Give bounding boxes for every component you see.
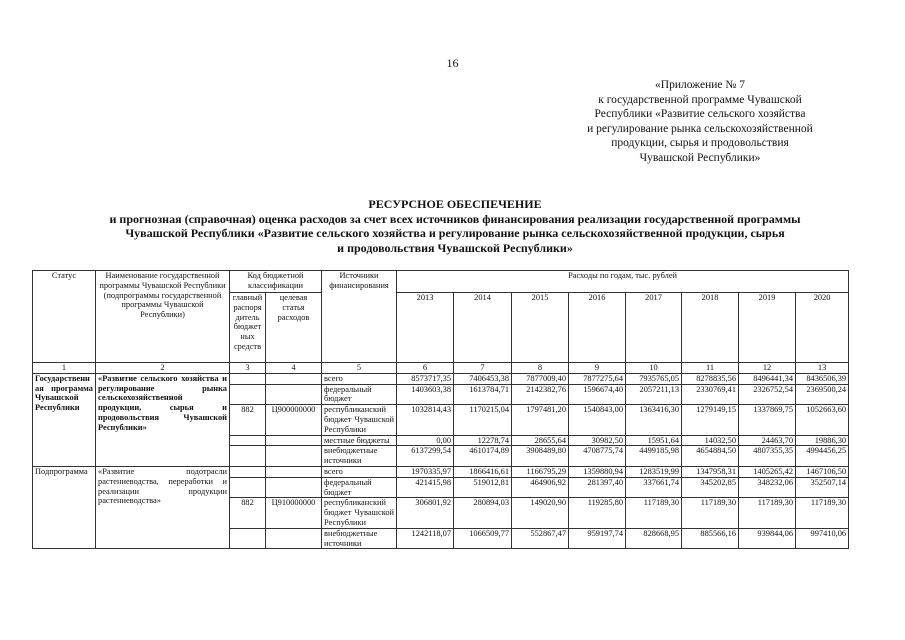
value-cell: 4610174,89 bbox=[454, 446, 512, 467]
value-cell: 4708775,74 bbox=[569, 446, 626, 467]
value-cell: 7935765,05 bbox=[626, 373, 682, 384]
value-cell: 1170215,04 bbox=[454, 405, 512, 435]
target-code-cell: Ц910000000 bbox=[266, 498, 322, 528]
target-code-cell bbox=[266, 373, 322, 384]
value-cell: 828668,95 bbox=[626, 528, 682, 549]
value-cell: 421415,98 bbox=[397, 477, 454, 498]
source-cell: внебюджетные источники bbox=[322, 446, 397, 467]
value-cell: 117189,30 bbox=[682, 498, 739, 528]
value-cell: 24463,70 bbox=[739, 435, 796, 446]
value-cell: 14032,50 bbox=[682, 435, 739, 446]
value-cell: 281397,40 bbox=[569, 477, 626, 498]
table-row bbox=[33, 373, 849, 384]
chief-code-cell: 882 bbox=[230, 498, 266, 528]
column-number: 6 bbox=[397, 363, 454, 374]
header-year-2020: 2020 bbox=[796, 293, 849, 363]
value-cell: 280894,03 bbox=[454, 498, 512, 528]
column-number: 5 bbox=[322, 363, 397, 374]
target-code-cell: Ц900000000 bbox=[266, 405, 322, 435]
header-year-2014: 2014 bbox=[454, 293, 512, 363]
value-cell: 997410,06 bbox=[796, 528, 849, 549]
value-cell: 1347958,31 bbox=[682, 466, 739, 477]
value-cell: 1363416,30 bbox=[626, 405, 682, 435]
target-code-cell bbox=[266, 446, 322, 467]
chief-code-cell bbox=[230, 384, 266, 405]
value-cell: 7877275,64 bbox=[569, 373, 626, 384]
column-number: 11 bbox=[682, 363, 739, 374]
column-number: 1 bbox=[33, 363, 96, 374]
value-cell: 885566,16 bbox=[682, 528, 739, 549]
title-line: Чувашской Республики «Развитие сельского хозяйства и регулирование рынка сельскохозяйственной продукции, сырья bbox=[125, 226, 785, 240]
column-number: 2 bbox=[96, 363, 230, 374]
value-cell: 2057211,13 bbox=[626, 384, 682, 405]
column-number: 13 bbox=[796, 363, 849, 374]
source-cell: республиканский бюджет Чувашской Республики bbox=[322, 405, 397, 435]
header-year-2018: 2018 bbox=[682, 293, 739, 363]
title-line: и прогнозная (справочная) оценка расходов за счет всех источников финансирования реализации государственной программы bbox=[109, 211, 801, 226]
appendix-line: продукции, сырья и продовольствия bbox=[611, 137, 789, 150]
value-cell: 1540843,00 bbox=[569, 405, 626, 435]
chief-code-cell bbox=[230, 466, 266, 477]
value-cell: 4654884,50 bbox=[682, 446, 739, 467]
value-cell: 2330769,41 bbox=[682, 384, 739, 405]
value-cell: 2369500,24 bbox=[796, 384, 849, 405]
value-cell: 149020,90 bbox=[512, 498, 569, 528]
chief-code-cell bbox=[230, 528, 266, 549]
target-code-cell bbox=[266, 477, 322, 498]
header-year-2017: 2017 bbox=[626, 293, 682, 363]
chief-code-cell bbox=[230, 435, 266, 446]
value-cell: 1032814,43 bbox=[397, 405, 454, 435]
source-cell: внебюджетные источники bbox=[322, 528, 397, 549]
source-cell: республиканский бюджет Чувашской Республики bbox=[322, 498, 397, 528]
column-number: 8 bbox=[512, 363, 569, 374]
page-number: 16 bbox=[446, 56, 459, 70]
value-cell: 337661,74 bbox=[626, 477, 682, 498]
value-cell: 2326752,54 bbox=[739, 384, 796, 405]
header-chief: главный распорядитель бюджетных средств bbox=[230, 293, 266, 363]
value-cell: 4807355,35 bbox=[739, 446, 796, 467]
source-cell: местные бюджеты bbox=[322, 435, 397, 446]
value-cell: 3908489,80 bbox=[512, 446, 569, 467]
value-cell: 1166795,29 bbox=[512, 466, 569, 477]
value-cell: 1797481,20 bbox=[512, 405, 569, 435]
value-cell: 352507,14 bbox=[796, 477, 849, 498]
header-status: Статус bbox=[33, 271, 96, 363]
header-year-2013: 2013 bbox=[397, 293, 454, 363]
value-cell: 15951,64 bbox=[626, 435, 682, 446]
value-cell: 345202,85 bbox=[682, 477, 739, 498]
value-cell: 19886,30 bbox=[796, 435, 849, 446]
status-cell: Государственная программа Чувашской Республики bbox=[33, 373, 96, 466]
title-line: РЕСУРСНОЕ ОБЕСПЕЧЕНИЕ bbox=[368, 197, 542, 211]
value-cell: 8496441,34 bbox=[739, 373, 796, 384]
value-cell: 1613784,71 bbox=[454, 384, 512, 405]
status-cell: Подпрограмма bbox=[33, 466, 96, 548]
target-code-cell bbox=[266, 435, 322, 446]
value-cell: 117189,30 bbox=[739, 498, 796, 528]
value-cell: 1066509,77 bbox=[454, 528, 512, 549]
value-cell: 30982,50 bbox=[569, 435, 626, 446]
appendix-line: к государственной программе Чувашской bbox=[598, 93, 802, 106]
target-code-cell bbox=[266, 466, 322, 477]
source-cell: всего bbox=[322, 373, 397, 384]
value-cell: 1279149,15 bbox=[682, 405, 739, 435]
header-name: Наименование государственной программы Чувашской Республики (подпрограммы государственной программы Чувашской Республики) bbox=[96, 271, 230, 363]
value-cell: 1403603,38 bbox=[397, 384, 454, 405]
value-cell: 7877009,40 bbox=[512, 373, 569, 384]
value-cell: 12278,74 bbox=[454, 435, 512, 446]
document-title bbox=[60, 197, 850, 255]
column-number: 4 bbox=[266, 363, 322, 374]
column-number: 7 bbox=[454, 363, 512, 374]
value-cell: 1866416,61 bbox=[454, 466, 512, 477]
header-target: целевая статья расходов bbox=[266, 293, 322, 363]
value-cell: 552867,47 bbox=[512, 528, 569, 549]
value-cell: 1596674,40 bbox=[569, 384, 626, 405]
appendix-line: «Приложение № 7 bbox=[655, 79, 745, 91]
header-year-2016: 2016 bbox=[569, 293, 626, 363]
value-cell: 1467106,50 bbox=[796, 466, 849, 477]
value-cell: 959197,74 bbox=[569, 528, 626, 549]
chief-code-cell: 882 bbox=[230, 405, 266, 435]
source-cell: федеральный бюджет bbox=[322, 384, 397, 405]
header-code: Код бюджетной классификации bbox=[230, 271, 322, 293]
chief-code-cell bbox=[230, 477, 266, 498]
value-cell: 1052663,60 bbox=[796, 405, 849, 435]
value-cell: 2142382,76 bbox=[512, 384, 569, 405]
value-cell: 4499185,98 bbox=[626, 446, 682, 467]
value-cell: 7406453,38 bbox=[454, 373, 512, 384]
target-code-cell bbox=[266, 528, 322, 549]
chief-code-cell bbox=[230, 446, 266, 467]
chief-code-cell bbox=[230, 373, 266, 384]
value-cell: 1283519,99 bbox=[626, 466, 682, 477]
appendix-line: Чувашской Республики» bbox=[639, 151, 761, 164]
table-row bbox=[33, 466, 849, 477]
value-cell: 0,00 bbox=[397, 435, 454, 446]
value-cell: 1405265,42 bbox=[739, 466, 796, 477]
column-number: 9 bbox=[569, 363, 626, 374]
source-cell: всего bbox=[322, 466, 397, 477]
value-cell: 28655,64 bbox=[512, 435, 569, 446]
target-code-cell bbox=[266, 384, 322, 405]
resource-table bbox=[32, 270, 849, 549]
header-year-2019: 2019 bbox=[739, 293, 796, 363]
column-number: 3 bbox=[230, 363, 266, 374]
appendix-line: и регулирование рынка сельскохозяйственной bbox=[587, 122, 813, 135]
value-cell: 6137299,54 bbox=[397, 446, 454, 467]
value-cell: 1970335,97 bbox=[397, 466, 454, 477]
appendix-note bbox=[560, 78, 840, 166]
value-cell: 464906,92 bbox=[512, 477, 569, 498]
column-number: 12 bbox=[739, 363, 796, 374]
value-cell: 119285,80 bbox=[569, 498, 626, 528]
value-cell: 519012,81 bbox=[454, 477, 512, 498]
header-expenses: Расходы по годам, тыс. рублей bbox=[397, 271, 849, 293]
value-cell: 4994456,25 bbox=[796, 446, 849, 467]
value-cell: 117189,30 bbox=[626, 498, 682, 528]
program-name-cell: «Развитие подотрасли растениеводства, переработки и реализации продукции растениеводства» bbox=[96, 466, 230, 548]
appendix-line: Республики «Развитие сельского хозяйства bbox=[594, 108, 806, 121]
value-cell: 8573717,35 bbox=[397, 373, 454, 384]
value-cell: 8278835,56 bbox=[682, 373, 739, 384]
source-cell: федеральный бюджет bbox=[322, 477, 397, 498]
column-number: 10 bbox=[626, 363, 682, 374]
header-year-2015: 2015 bbox=[512, 293, 569, 363]
value-cell: 1359880,94 bbox=[569, 466, 626, 477]
value-cell: 117189,30 bbox=[796, 498, 849, 528]
value-cell: 939844,06 bbox=[739, 528, 796, 549]
value-cell: 306801,92 bbox=[397, 498, 454, 528]
title-line: и продовольствия Чувашской Республики» bbox=[337, 240, 573, 255]
value-cell: 1242118,07 bbox=[397, 528, 454, 549]
program-name-cell: «Развитие сельского хозяйства и регулирование рынка сельскохозяйственной продукции, сырья и продовольствия Чувашской Республики» bbox=[96, 373, 230, 466]
value-cell: 8436506,39 bbox=[796, 373, 849, 384]
header-sources: Источники финансирования bbox=[322, 271, 397, 363]
value-cell: 348232,06 bbox=[739, 477, 796, 498]
value-cell: 1337869,75 bbox=[739, 405, 796, 435]
